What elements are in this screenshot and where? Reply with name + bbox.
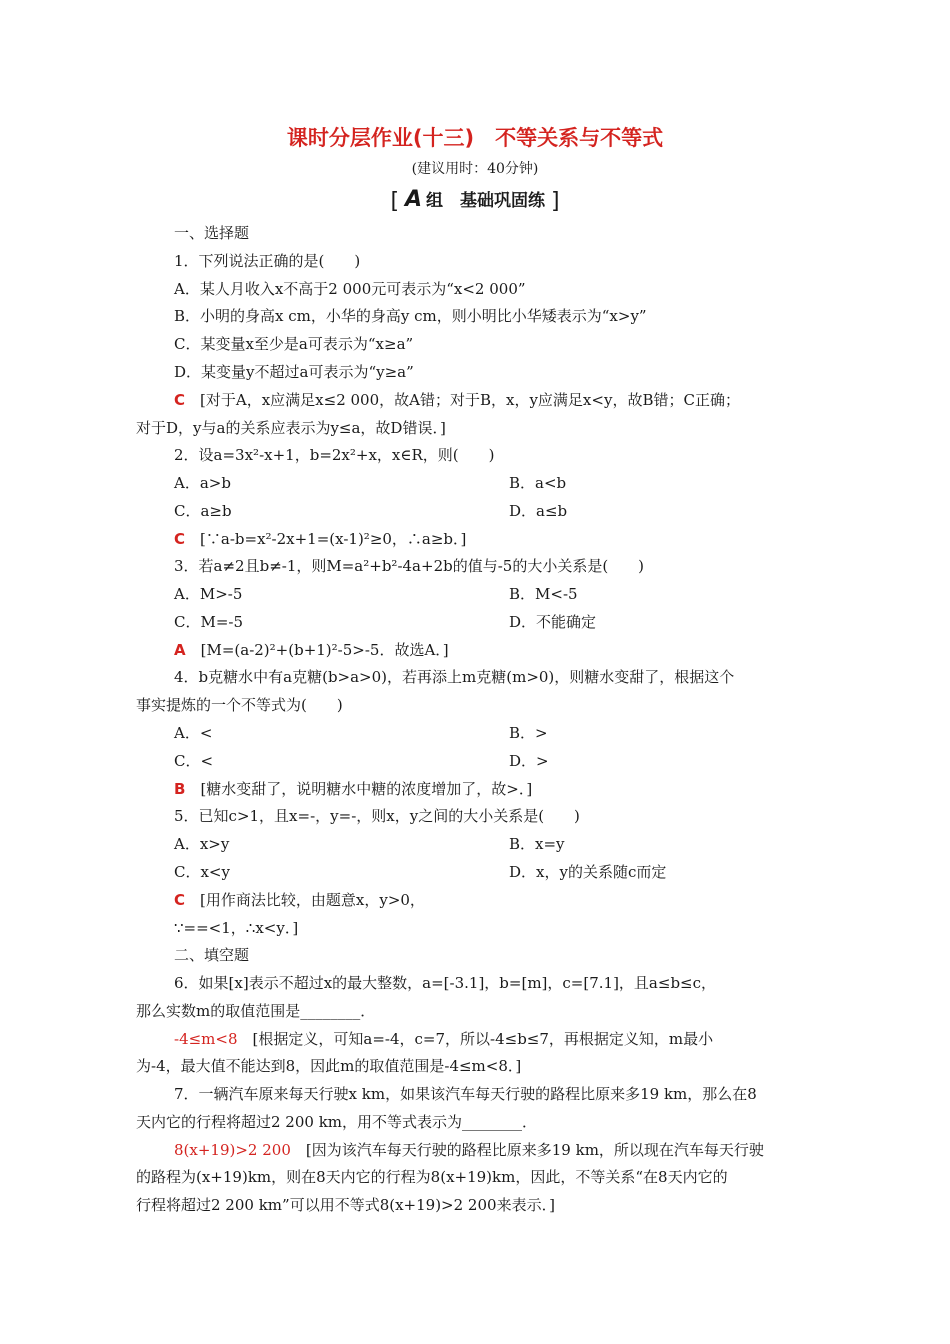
section-heading-fill: 二、填空题 [174,946,250,964]
q3-solution [174,640,449,660]
q1-explanation-cont: 对于D，y与a的关系应表示为y≤a，故D错误．] [136,419,446,437]
q3-option-a: A．M>-5 [174,585,243,603]
group-letter: A [404,187,423,212]
q2-option-b: B．a<b [509,474,567,492]
q5-answer-letter: C [174,891,186,909]
q4-option-b: B．> [509,724,548,742]
q5-explanation: [用作商法比较，由题意x，y>0， [200,891,425,909]
q3-explanation: [M=(a-2)²+(b+1)²-5>-5．故选A．] [200,641,449,659]
group-label: 组 基础巩固练 [426,191,546,211]
q5-option-a: A．x>y [174,835,230,853]
q7-explanation-cont-1: 的路程为(x+19)km，则在8天内它的行程为8(x+19)km，因此，不等关系“在8天内它的 [136,1168,728,1186]
q7-explanation: [因为该汽车每天行驶的路程比原来多19 km，所以现在汽车每天行驶 [305,1141,764,1159]
question-2: 2．设a=3x²-x+1，b=2x²+x，x∈R，则( ) [174,446,495,464]
q6-solution [174,1029,713,1049]
q1-option-b: B．小明的身高x cm，小华的身高y cm，则小明比小华矮表示为“x>y” [174,307,647,325]
q5-solution [174,890,425,910]
section-heading-choice: 一、选择题 [174,224,250,242]
q4-option-c: C．< [174,752,214,770]
q3-answer-letter: A [174,641,186,659]
q1-answer-letter: C [174,391,186,409]
left-bracket: [ [390,189,400,214]
q5-option-c: C．x<y [174,863,230,881]
question-6: 6．如果[x]表示不超过x的最大整数，a=[-3.1]，b=[m]，c=[7.1]，且a≤b≤c， [174,974,717,992]
question-7: 7．一辆汽车原来每天行驶x km，如果该汽车每天行驶的路程比原来多19 km，那么在8 [174,1085,757,1103]
q3-option-c: C．M=-5 [174,613,244,631]
question-3: 3．若a≠2且b≠-1，则M=a²+b²-4a+2b的值与-5的大小关系是( ) [174,557,645,575]
q7-explanation-cont-2: 行程将超过2 200 km”可以用不等式8(x+19)>2 200来表示．] [136,1196,555,1214]
q2-explanation: [∵a-b=x²-2x+1=(x-1)²≥0，∴a≥b．] [200,530,467,548]
q1-option-d: D．某变量y不超过a可表示为“y≥a” [174,363,414,381]
q5-explanation-cont: ∵==<1，∴x<y．] [174,919,299,937]
page-title: 课时分层作业(十三) 不等关系与不等式 [286,126,664,150]
q2-answer-letter: C [174,530,186,548]
right-bracket: ] [550,189,560,214]
q2-option-d: D．a≤b [509,502,568,520]
q4-solution [174,779,532,799]
group-a-banner [0,186,950,214]
q1-solution [174,390,740,410]
question-7-cont: 天内它的行程将超过2 200 km，用不等式表示为________． [136,1113,538,1131]
q4-option-a: A．< [174,724,213,742]
q1-option-a: A．某人月收入x不高于2 000元可表示为“x<2 000” [174,280,526,298]
q2-solution [174,529,466,549]
q6-explanation-cont: 为-4，最大值不能达到8，因此m的取值范围是-4≤m<8．] [136,1057,522,1075]
q7-answer: 8(x+19)>2 200 [174,1141,291,1159]
q4-explanation: [糖水变甜了，说明糖水中糖的浓度增加了，故>．] [200,780,533,798]
question-4: 4．b克糖水中有a克糖(b>a>0)，若再添上m克糖(m>0)，则糖水变甜了，根据这个 [174,668,735,686]
q1-option-c: C．某变量x至少是a可表示为“x≥a” [174,335,414,353]
question-1: 1．下列说法正确的是( ) [174,252,361,270]
q4-option-d: D．> [509,752,549,770]
question-5: 5．已知c>1，且x=-，y=-，则x，y之间的大小关系是( ) [174,807,580,825]
q3-option-d: D．不能确定 [509,613,597,631]
q1-explanation: [对于A，x应满足x≤2 000，故A错；对于B，x，y应满足x<y，故B错；C正确； [200,391,740,409]
q7-solution [174,1140,764,1160]
q5-option-d: D．x，y的关系随c而定 [509,863,667,881]
q5-option-b: B．x=y [509,835,565,853]
suggested-time: (建议用时：40分钟) [411,161,539,177]
q2-option-a: A．a>b [174,474,231,492]
q2-option-c: C．a≥b [174,502,232,520]
q6-answer: -4≤m<8 [174,1030,238,1048]
q3-option-b: B．M<-5 [509,585,578,603]
question-4-cont: 事实提炼的一个不等式为( ) [136,696,343,714]
question-6-cont: 那么实数m的取值范围是________． [136,1002,376,1020]
q4-answer-letter: B [174,780,186,798]
q6-explanation: [根据定义，可知a=-4，c=7，所以-4≤b≤7，再根据定义知，m最小 [252,1030,714,1048]
